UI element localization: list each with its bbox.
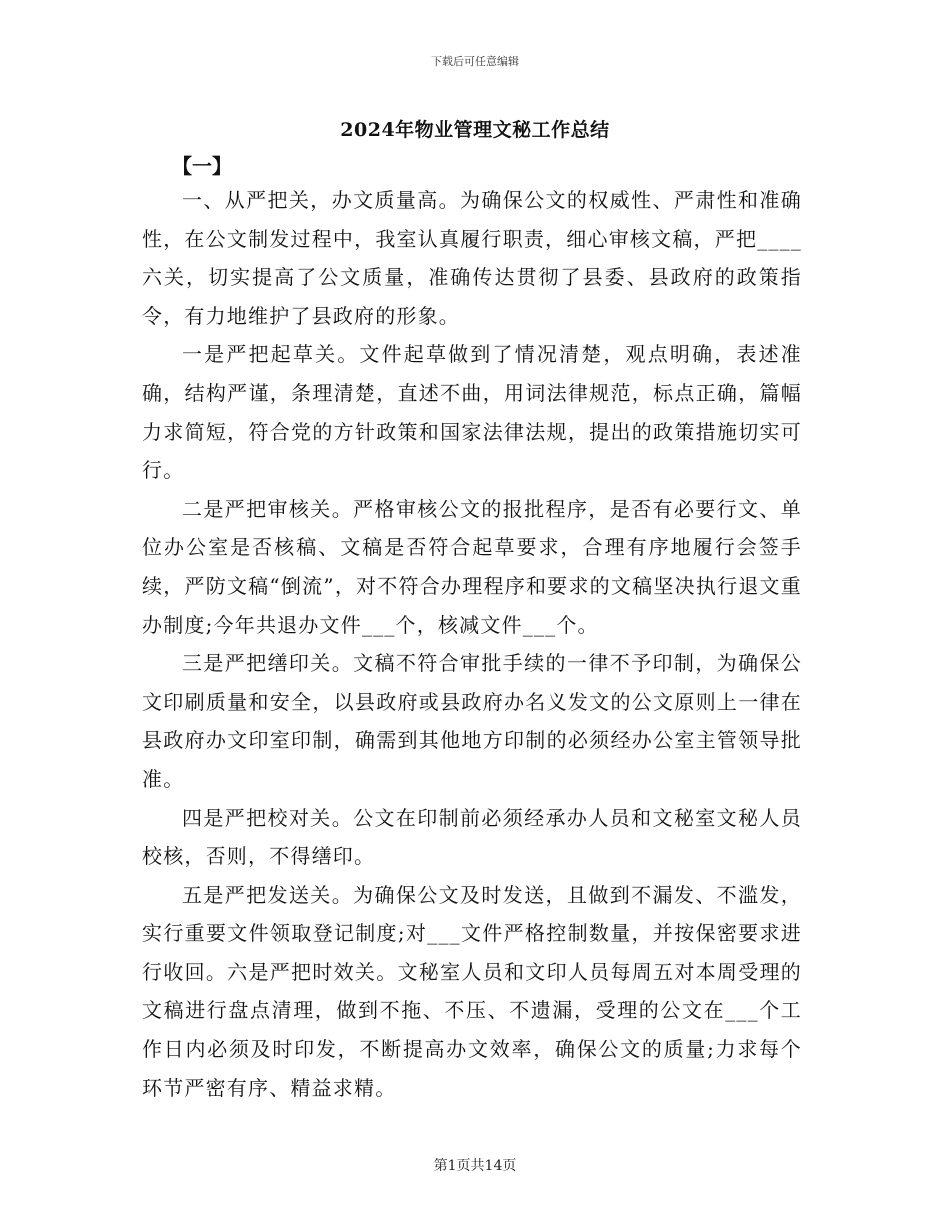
paragraph-4: 三是严把缮印关。文稿不符合审批手续的一律不予印制，为确保公文印刷质量和安全，以县政府或县政府办名义发文的公文原则上一律在县政府办文印室印制，确需到其他地方印制的必须经办公室主管领导批准。 <box>142 651 802 791</box>
paragraph-6: 五是严把发送关。为确保公文及时发送，且做到不漏发、不滥发，实行重要文件领取登记制度;对___文件严格控制数量，并按保密要求进行收回。六是严把时效关。文秘室人员和文印人员每周五对本周受理的文稿进行盘点清理，做到不拖、不压、不遗漏，受理的公文在___个工作日内必须及时印发，不断提高办文效率，确保公文的质量;力求每个环节严密有序、精益求精。 <box>142 882 802 1100</box>
section-label: 【一】 <box>172 154 232 178</box>
paragraph-1: 一、从严把关，办文质量高。为确保公文的权威性、严肃性和准确性，在公文制发过程中，我室认真履行职责，细心审核文稿，严把____六关，切实提高了公文质量，准确传达贯彻了县委、县政府的政策指令，有力地维护了县政府的形象。 <box>142 188 802 328</box>
paragraph-2: 一是严把起草关。文件起草做到了情况清楚，观点明确，表述准确，结构严谨，条理清楚，直述不曲，用词法律规范，标点正确，篇幅力求简短，符合党的方针政策和国家法律法规，提出的政策措施切实可行。 <box>142 342 802 483</box>
document-body <box>142 181 802 1107</box>
document-title: 2024年物业管理文秘工作总结 <box>340 119 610 141</box>
header-note: 下载后可任意编辑 <box>431 55 519 68</box>
paragraph-3: 二是严把审核关。严格审核公文的报批程序，是否有必要行文、单位办公室是否核稿、文稿是否符合起草要求，合理有序地履行会签手续，严防文稿“倒流”，对不符合办理程序和要求的文稿坚决执行退文重办制度;今年共退办文件___个，核减文件___个。 <box>142 496 802 637</box>
page-indicator: 第1页共14页 <box>433 1158 517 1174</box>
paragraph-5: 四是严把校对关。公文在印制前必须经承办人员和文秘室文秘人员校核，否则，不得缮印。 <box>142 805 802 869</box>
